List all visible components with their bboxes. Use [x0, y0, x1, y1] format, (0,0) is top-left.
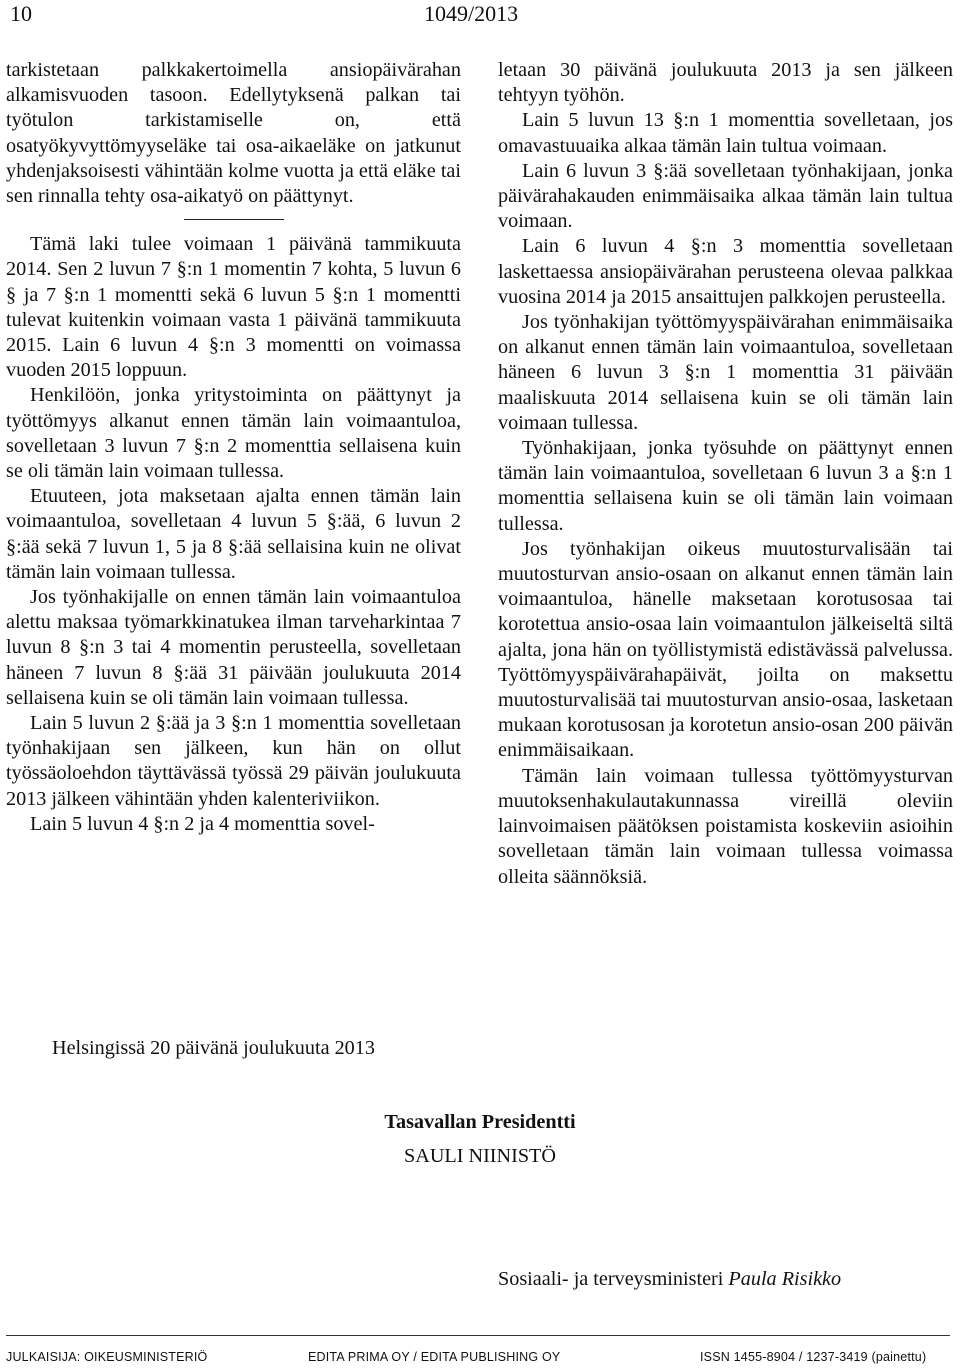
paragraph: Lain 5 luvun 13 §:n 1 momenttia sovelletaan, jos omavastuuaika alkaa tämän lain tultua voimaan. — [498, 109, 953, 157]
paragraph: Lain 5 luvun 2 §:ää ja 3 §:n 1 momenttia sovelletaan työnhakijaan sen jälkeen, kun hän on ollut työssäoloehdon täyttävässä työssä 29 päivän joulukuuta 2013 jälkeen vähintään yhden kalenteriviikon. — [6, 712, 461, 810]
paragraph: Tämän lain voimaan tullessa työttömyysturvan muutoksenhakulautakunnassa vireillä oleviin lainvoimaisen päätöksen poistamista koskeviin asioihin sovelletaan tämän lain voimaan tullessa voimassa olleita säännöksiä. — [498, 764, 953, 888]
paragraph: tarkistetaan palkkakertoimella ansiopäivärahan alkamisvuoden tasoon. Edellytyksenä palkan tai työtulon tarkistamiselle on, että osatyökyvyttömyyseläke tai osa-aikaeläke on jatkunut yhdenjaksoisesti vähintään kolme vuotta ja että eläke tai sen rinnalla tehty osa-aikatyö on päättynyt. — [6, 59, 461, 208]
paragraph: Jos työnhakijan työttömyyspäivärahan enimmäisaika on alkanut ennen tämän lain voimaantuloa, sovelletaan häneen 6 luvun 3 §:n 1 momenttia 31 päivään maaliskuuta 2014 sellaisena kuin se oli tämän lain voimaan tullessa. — [498, 311, 953, 434]
paragraph: Jos työnhakijan oikeus muutosturvalisään tai muutosturvan ansio-osaan on alkanut ennen tämän lain voimaantuloa, hänelle maksetaan korotusosaa tai korotettua ansio-osaa lain voimaantulon jälkeiseltä siltä ajalta, jona hän on työllistymistä edistävässä palvelussa. Työttömyyspäivärahapäivät, joilta on maksettu muutosturvalisää tai muutosturvan ansio-osaa, lasketaan mukaan korotusosan ja korotetun ansio-osan 200 päivän enimmäisaikaan. — [498, 537, 953, 762]
president-title: Tasavallan Presidentti — [384, 1111, 576, 1133]
footer-divider — [6, 1335, 950, 1336]
minister-name: Paula Risikko — [728, 1268, 842, 1290]
place-and-date: Helsingissä 20 päivänä joulukuuta 2013 — [52, 1037, 375, 1059]
paragraph: Lain 6 luvun 3 §:ää sovelletaan työnhakijaan, jonka päivärahakauden enimmäisaika alkaa tämän lain tultua voimaan. — [498, 159, 953, 233]
page-header — [0, 0, 960, 36]
footer-printer: EDITA PRIMA OY / EDITA PUBLISHING OY — [308, 1350, 561, 1364]
footer-publisher: JULKAISIJA: OIKEUSMINISTERIÖ — [6, 1350, 208, 1364]
paragraph: Työnhakijaan, jonka työsuhde on päättynyt ennen tämän lain voimaantuloa, sovelletaan 6 luvun 3 a §:n 1 momenttia sellaisena kuin se oli tämän lain voimaan tullessa. — [498, 437, 953, 535]
president-signature — [0, 1108, 960, 1170]
paragraph: Lain 5 luvun 4 §:n 2 ja 4 momenttia sovel- — [30, 812, 375, 835]
document-number: 1049/2013 — [424, 1, 519, 26]
president-name: SAULI NIINISTÖ — [404, 1145, 556, 1167]
page-number: 10 — [10, 1, 32, 26]
paragraph: Tämä laki tulee voimaan 1 päivänä tammikuuta 2014. Sen 2 luvun 7 §:n 1 momentin 7 kohta, 5 luvun 6 § ja 7 §:n 1 momentti sekä 6 luvun 5 §:n 1 momentti tulevat kuitenkin voimaan vasta 1 päivänä tammikuuta 2015. Lain 6 luvun 4 §:n 3 momentti on voimassa vuoden 2015 loppuun. — [6, 233, 461, 382]
minister-title: Sosiaali- ja terveysministeri — [498, 1268, 724, 1290]
paragraph: Etuuteen, jota maksetaan ajalta ennen tämän lain voimaantuloa, sovelletaan 4 luvun 5 §:ää, 6 luvun 2 §:ää sekä 7 luvun 1, 5 ja 8 §:ää sellaisina kuin ne olivat tämän lain voimaan tullessa. — [6, 485, 461, 583]
paragraph: Henkilöön, jonka yritystoiminta on päättynyt ja työttömyys alkanut ennen tämän lain voimaantuloa, sovelletaan 3 luvun 7 §:n 2 momenttia sellaisena kuin se oli tämän lain voimaan tullessa. — [6, 384, 461, 483]
paragraph: Jos työnhakijalle on ennen tämän lain voimaantuloa alettu maksaa työmarkkinatukea ilman tarveharkintaa 7 luvun 8 §:n 3 tai 4 momentin perusteella, sovelletaan häneen 7 luvun 8 §:ää 31 päivään joulukuuta 2014 sellaisena kuin se oli tämän lain voimaan tullessa. — [6, 586, 461, 709]
footer-issn: ISSN 1455-8904 / 1237-3419 (painettu) — [700, 1350, 927, 1364]
left-column — [6, 58, 461, 837]
paragraph: Lain 6 luvun 4 §:n 3 momenttia sovelletaan laskettaessa ansiopäivärahan perusteena olevaa palkkaa vuosina 2014 ja 2015 ansaittujen palkkojen perusteella. — [498, 235, 953, 308]
paragraph: letaan 30 päivänä joulukuuta 2013 ja sen jälkeen tehtyyn työhön. — [498, 59, 953, 107]
minister-signature — [498, 1268, 841, 1291]
right-column — [498, 58, 953, 890]
section-divider — [184, 219, 284, 220]
